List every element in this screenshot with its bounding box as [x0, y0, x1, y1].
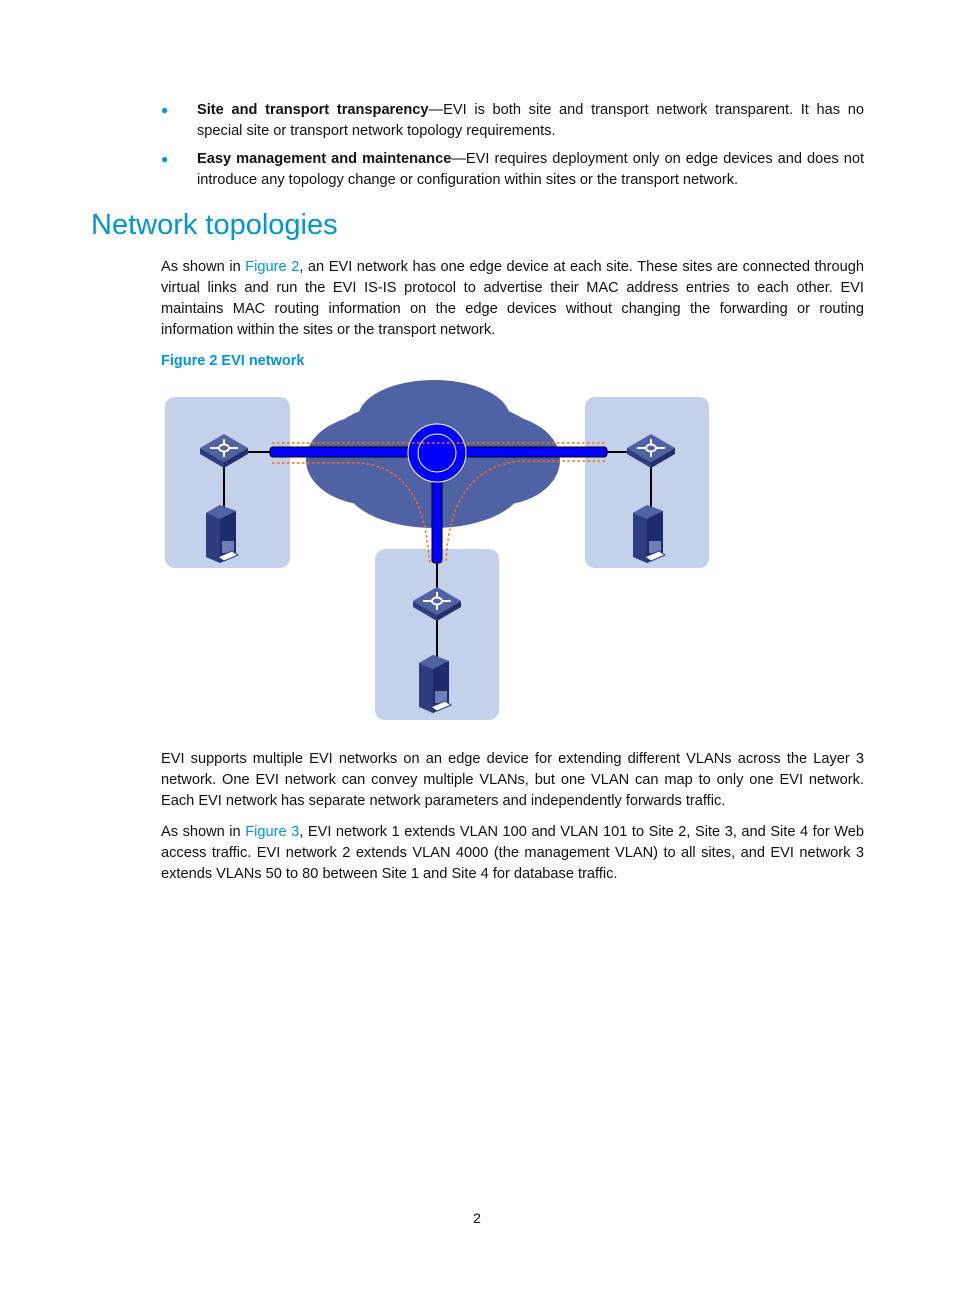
text: As shown in [161, 259, 246, 275]
text: , an EVI network has one edge device at each site. These sites are connected through virtual links and run the EVI IS-IS protocol to advertise their MAC address entries to each other. EVI maintains MAC routing information on the edge devices without changing the forwarding or routing information within the sites or the transport network. [161, 259, 864, 338]
server-icon [419, 655, 451, 713]
bullet-icon: ● [161, 103, 169, 117]
bullet-item [161, 100, 864, 142]
bullet-term: Easy management and maintenance [197, 151, 452, 167]
figure-caption: Figure 2 EVI network [161, 353, 305, 369]
paragraph [161, 257, 864, 341]
text: As shown in [161, 824, 246, 840]
paragraph [161, 822, 864, 885]
figure-link[interactable]: Figure 3 [245, 824, 300, 840]
bullet-text: —EVI is both site and transport network transparent. It has no special site or transport network topology requirements. [197, 102, 865, 139]
page-content [91, 0, 865, 885]
bullet-term: Site and transport transparency [197, 102, 429, 118]
page-number: 2 [473, 1210, 481, 1226]
bullet-icon: ● [161, 152, 169, 166]
hub-icon [418, 434, 456, 472]
server-icon [206, 505, 238, 563]
text: , EVI network 1 extends VLAN 100 and VLAN 101 to Site 2, Site 3, and Site 4 for Web access traffic. EVI network 2 extends VLAN 4000 (the management VLAN) to all sites, and EVI network 3 extends VLANs 50 to 80 between Site 1 and Site 4 for database traffic. [161, 824, 864, 882]
bullet-item [161, 149, 864, 191]
paragraph: EVI supports multiple EVI networks on an edge device for extending different VLANs across the Layer 3 network. One EVI network can convey multiple VLANs, but one VLAN can map to only one EVI network. Each EVI network has separate network parameters and independently forwards traffic. [161, 751, 864, 809]
evi-network-diagram [0, 378, 954, 723]
figure-link[interactable]: Figure 2 [245, 259, 300, 275]
server-icon [633, 505, 665, 563]
section-title: Network topologies [91, 209, 338, 241]
bullet-text: —EVI requires deployment only on edge devices and does not introduce any topology change or configuration within sites or the transport network. [197, 151, 865, 188]
